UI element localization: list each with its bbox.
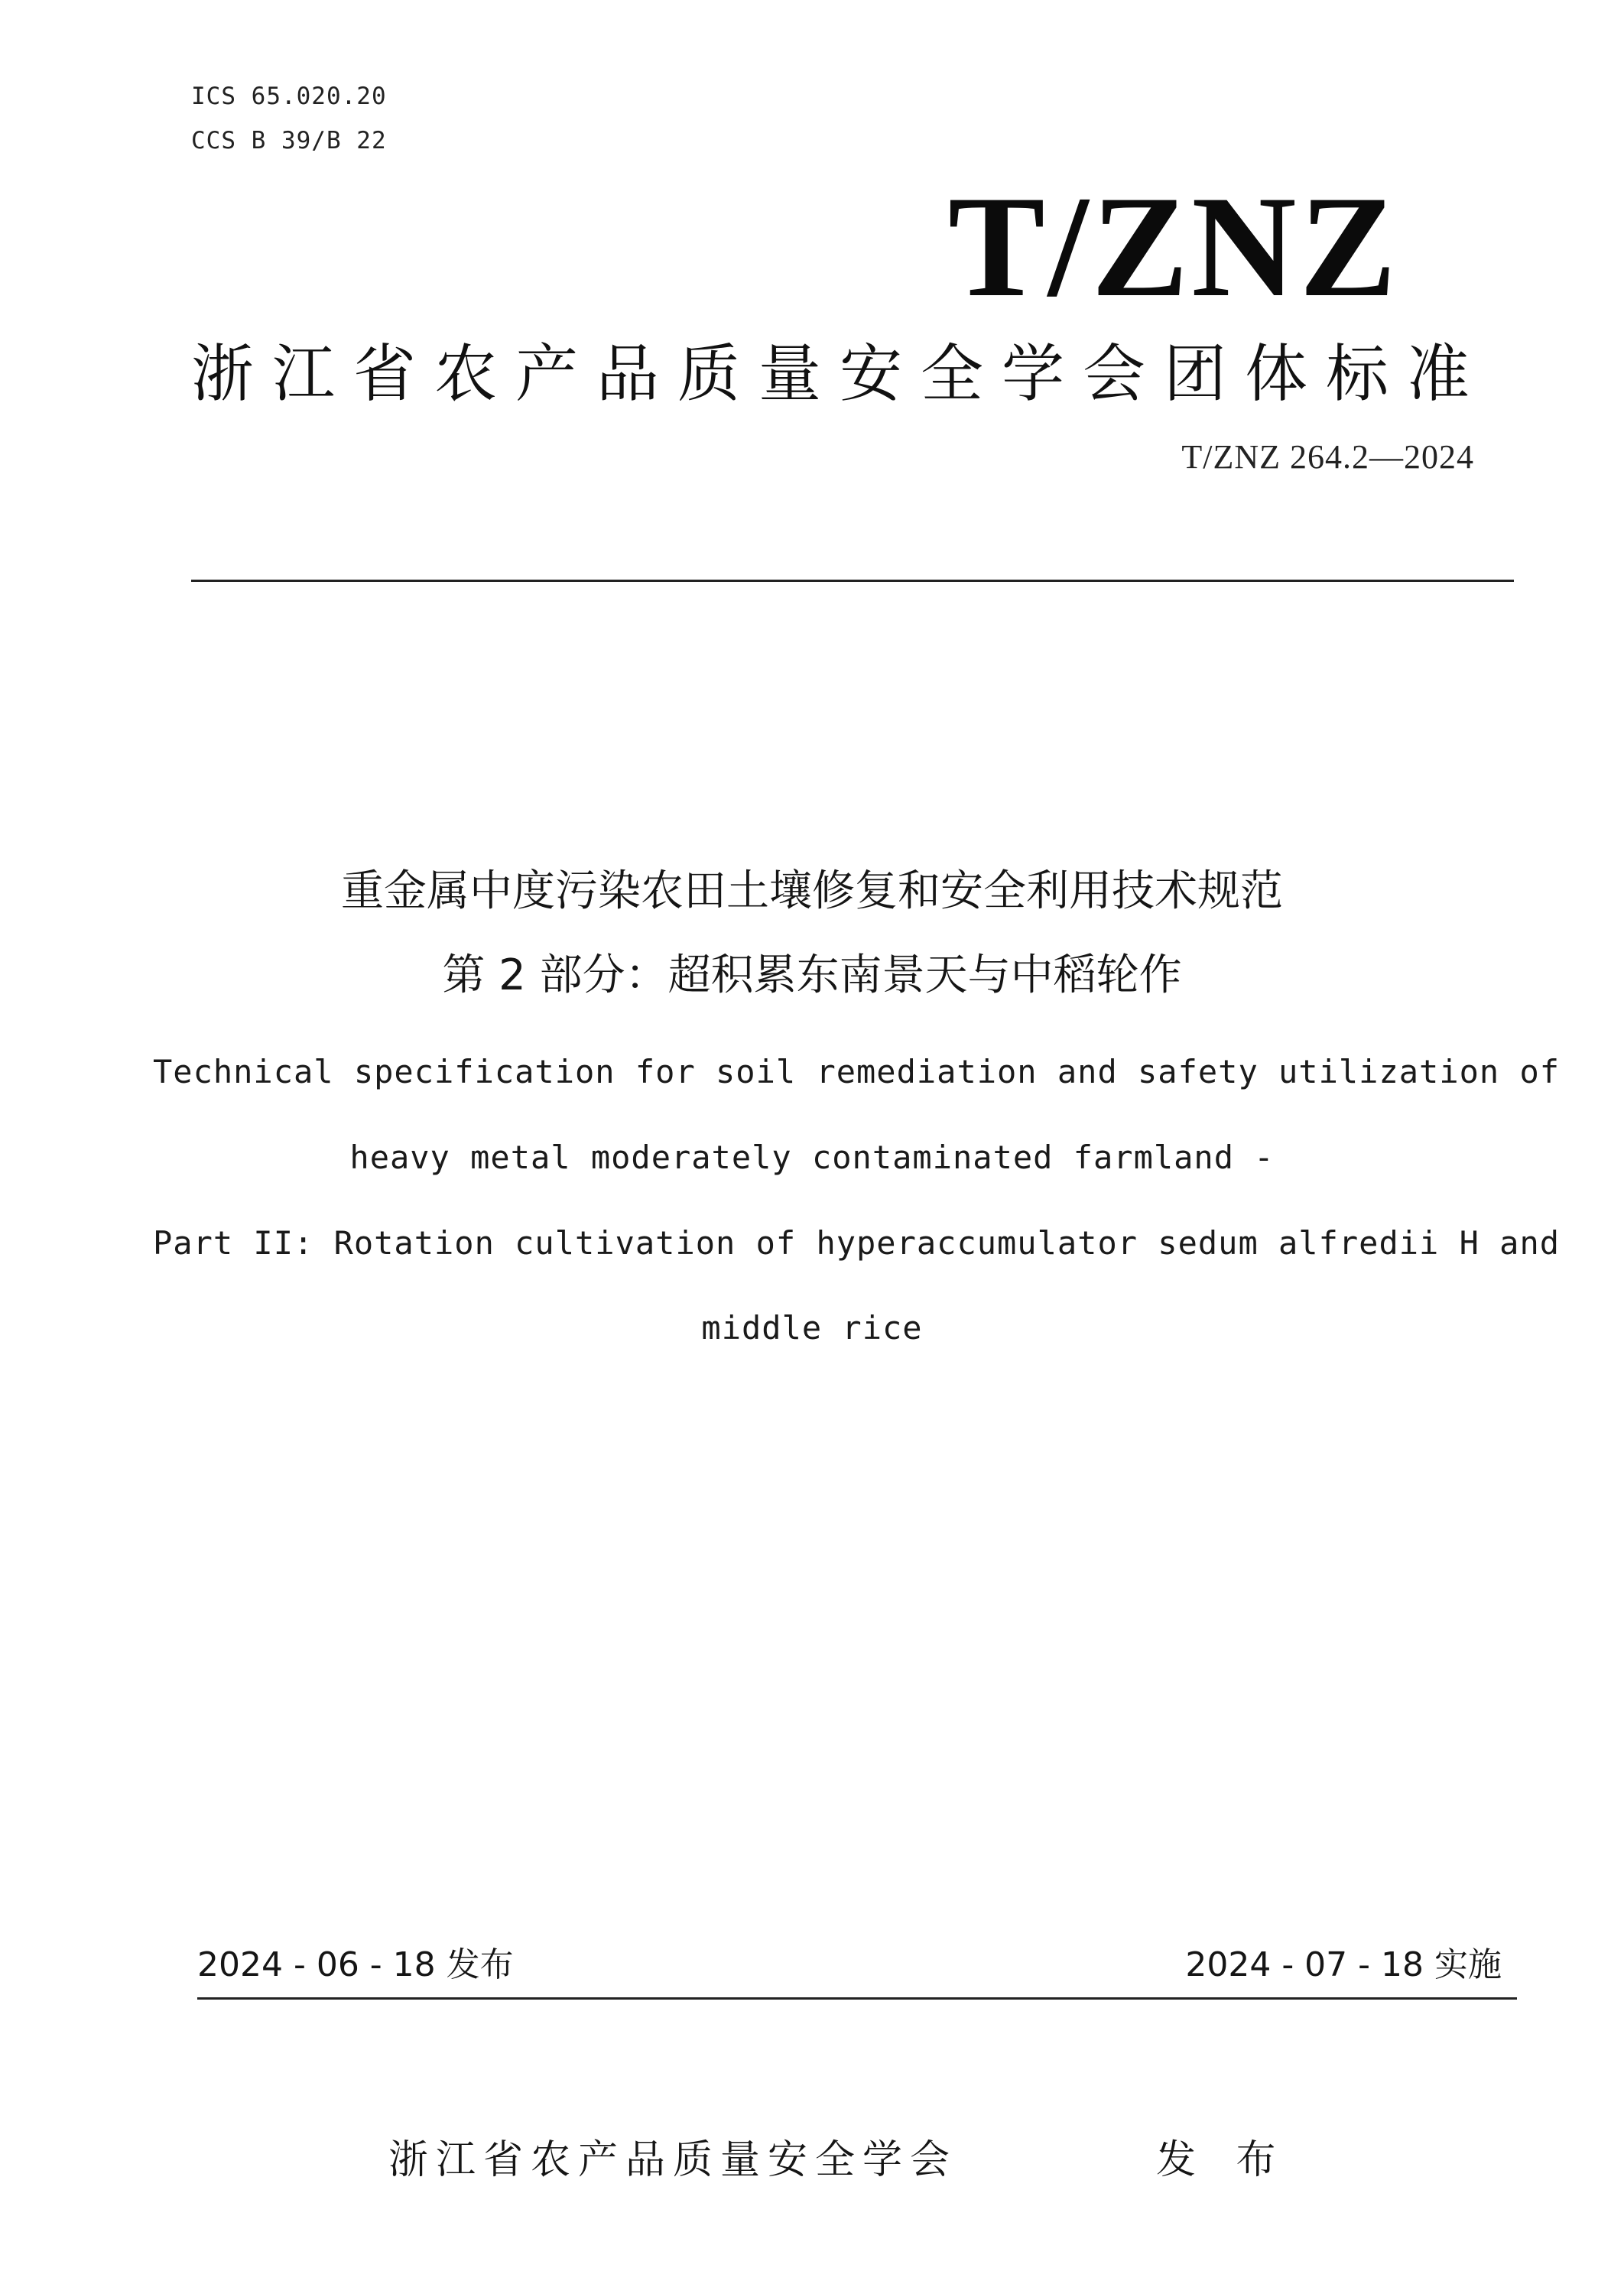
english-title-line-3: Part II: Rotation cultivation of hyperaccumulator sedum alfredii H and — [153, 1224, 1561, 1262]
publisher-name: 浙江省农产品质量安全学会 — [388, 2137, 958, 2183]
chinese-title-line-1: 重金属中度污染农田土壤修复和安全利用技术规范 — [341, 866, 1283, 916]
chinese-title-line-2: 第 2 部分：超积累东南景天与中稻轮作 — [442, 950, 1182, 1000]
ics-code: ICS 65.020.20 — [191, 83, 387, 110]
standard-number: T/ZNZ 264.2—2024 — [1181, 438, 1474, 476]
ccs-code: CCS B 39/B 22 — [191, 127, 387, 154]
dates-divider — [197, 1997, 1517, 2000]
organization-standard-title: 浙江省农产品质量安全学会团体标准 — [191, 338, 1489, 411]
header-divider — [191, 580, 1514, 582]
english-title-line-4: middle rice — [701, 1309, 923, 1347]
publish-label: 发 布 — [1156, 2137, 1290, 2183]
standard-logo: T/ZNZ — [948, 167, 1400, 327]
implementation-date: 2024 - 07 - 18 实施 — [1185, 1945, 1502, 1984]
english-title-line-1: Technical specification for soil remediation and safety utilization of — [153, 1053, 1561, 1090]
publication-date: 2024 - 06 - 18 发布 — [197, 1945, 514, 1984]
english-title-line-2: heavy metal moderately contaminated farmland - — [349, 1139, 1275, 1176]
